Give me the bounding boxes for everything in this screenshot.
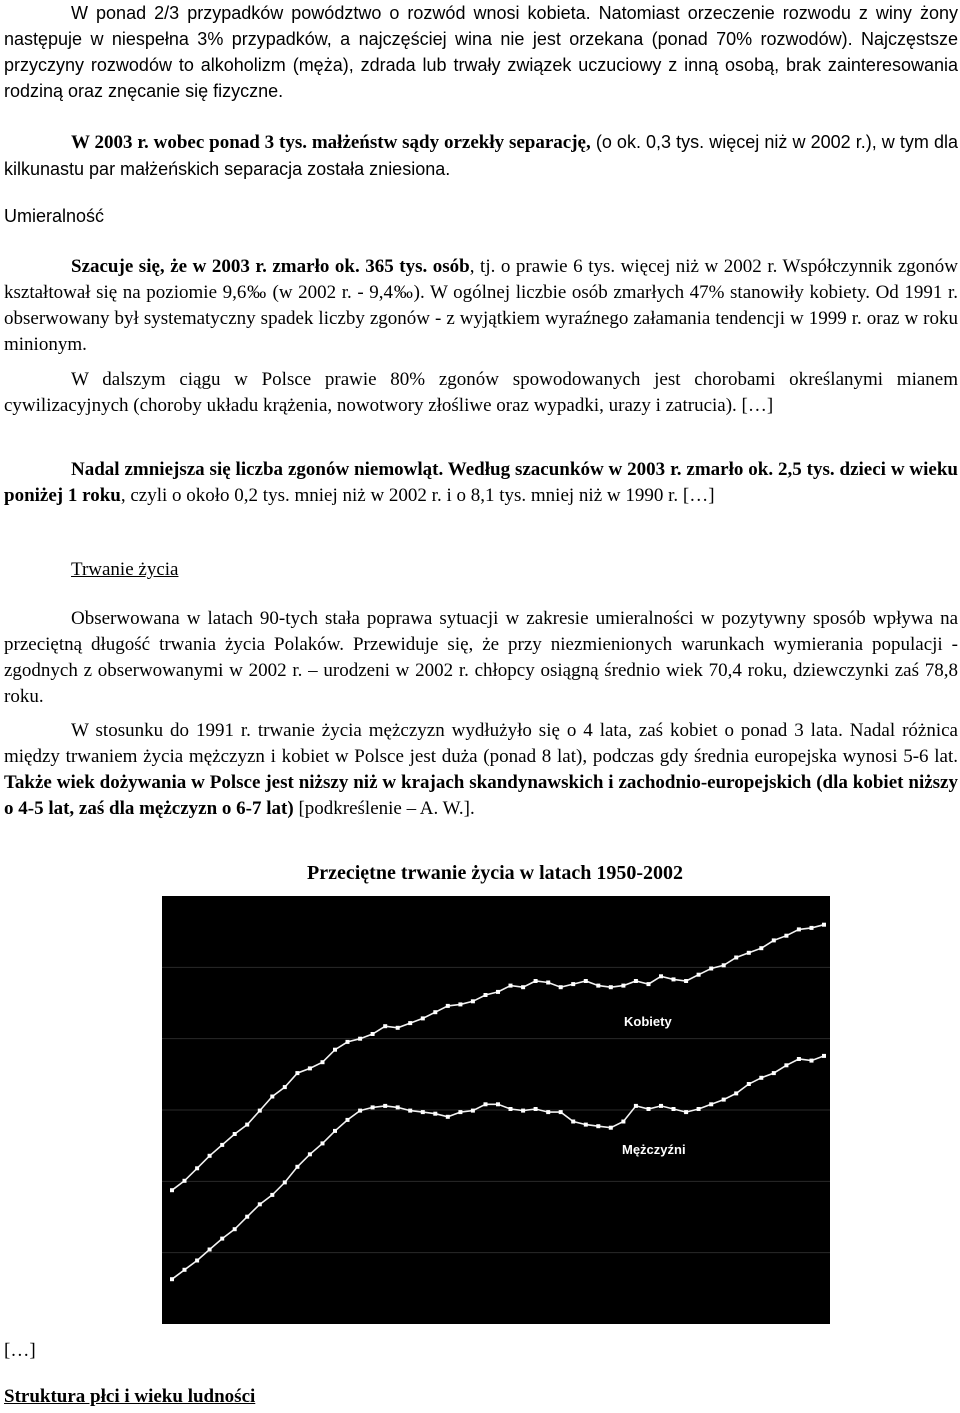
data-point: [258, 1202, 262, 1206]
data-point: [621, 1120, 625, 1124]
data-point: [446, 1115, 450, 1119]
data-point: [208, 1154, 212, 1158]
data-point: [408, 1109, 412, 1113]
data-point: [759, 1076, 763, 1080]
data-point: [672, 1107, 676, 1111]
mortality-rest: , tj. o prawie 6 tys. więcej niż w 2002 r. Współczynnik zgonów kształtował się na poziomie 9,6‰ (w 2002 r. - 9,4‰). W ogólnej liczbie osób zmarłych 47% stanowiły kobiety. Od 1991 r. obserwowany był systematyczny spadek liczby zgonów - z wyjątkiem wyraźnego załamania tendencji w 1999 r. oraz w roku minionym.: [4, 256, 958, 355]
data-point: [433, 1112, 437, 1116]
data-point: [647, 982, 651, 986]
data-point: [684, 979, 688, 983]
data-point: [772, 938, 776, 942]
data-point: [245, 1215, 249, 1219]
data-point: [421, 1016, 425, 1020]
paragraph-infant-deaths: [4, 457, 958, 509]
mortality-bold: Szacuje się, że w 2003 r. zmarło ok. 365 tys. osób: [71, 256, 470, 277]
life-gap-end: [podkreślenie – A. W.].: [293, 798, 475, 819]
data-point: [383, 1104, 387, 1108]
data-point: [609, 985, 613, 989]
data-point: [559, 1110, 563, 1114]
life-expectancy-chart: [162, 896, 830, 1324]
data-point: [458, 1002, 462, 1006]
data-point: [295, 1165, 299, 1169]
data-point: [684, 1110, 688, 1114]
data-point: [170, 1188, 174, 1192]
data-point: [609, 1126, 613, 1130]
data-point: [509, 984, 513, 988]
data-point: [471, 1109, 475, 1113]
data-point: [195, 1166, 199, 1170]
data-point: [358, 1037, 362, 1041]
data-point: [183, 1179, 187, 1183]
data-point: [822, 923, 826, 927]
paragraph-civilization-diseases: [4, 367, 958, 419]
data-point: [596, 984, 600, 988]
data-point: [546, 981, 550, 985]
data-point: [396, 1026, 400, 1030]
life-gap-bold: Także wiek dożywania w Polsce jest niższy niż w krajach skandynawskich i zachodnio-europejskich (dla kobiet niższy o 4-5 lat, zaś dla mężczyzn o 6-7 lat): [4, 772, 958, 819]
data-point: [233, 1132, 237, 1136]
infant-deaths-rest: , czyli o około 0,2 tys. mniej niż w 2002 r. i o 8,1 tys. mniej niż w 1990 r. […]: [120, 485, 715, 506]
data-point: [245, 1123, 249, 1127]
data-point: [220, 1237, 224, 1241]
data-point: [358, 1109, 362, 1113]
data-point: [521, 985, 525, 989]
chart-title: Przeciętne trwanie życia w latach 1950-2002: [307, 862, 683, 884]
paragraph-mortality: [4, 254, 958, 358]
data-point: [621, 984, 625, 988]
data-point: [584, 1123, 588, 1127]
data-point: [634, 1104, 638, 1108]
separation-rest: (o ok. 0,3 tys. więcej niż w 2002 r.), w tym dla kilkunastu par małżeńskich separacja została zniesiona.: [4, 132, 959, 179]
civilization-diseases-text: W dalszym ciągu w Polsce prawie 80% zgonów spowodowanych jest chorobami określanymi mianem cywilizacyjnych (choroby układu krążenia, nowotwory złośliwe oraz wypadki, urazy i zatrucia). […]: [4, 369, 958, 416]
data-point: [208, 1248, 212, 1252]
data-point: [446, 1004, 450, 1008]
data-point: [797, 927, 801, 931]
data-point: [321, 1141, 325, 1145]
data-point: [183, 1268, 187, 1272]
paragraph-divorce-text: W ponad 2/3 przypadków powództwo o rozwód wnosi kobieta. Natomiast orzeczenie rozwodu z winy żony następuje w niespełna 3% przypadków, a najczęściej wina nie jest orzekana (ponad 70% rozwodów). Najczęstsze przyczyny rozwodów to alkoholizm (męża), zdrada lub trwały związek uczuciowy z inną osobą, brak zainteresowania rodziną oraz znęcanie się fizyczne.: [4, 3, 958, 101]
data-point: [396, 1105, 400, 1109]
data-point: [270, 1095, 274, 1099]
data-point: [596, 1124, 600, 1128]
data-point: [810, 926, 814, 930]
data-point: [772, 1071, 776, 1075]
data-point: [559, 985, 563, 989]
paragraph-life-expectancy: [4, 606, 958, 710]
data-point: [722, 963, 726, 967]
data-point: [371, 1032, 375, 1036]
paragraph-divorce: [4, 0, 958, 104]
data-point: [521, 1109, 525, 1113]
data-point: [283, 1180, 287, 1184]
data-point: [747, 951, 751, 955]
series-label-mezczyzni: Mężczyźni: [622, 1142, 686, 1157]
data-point: [709, 1102, 713, 1106]
data-point: [270, 1193, 274, 1197]
data-point: [722, 1098, 726, 1102]
data-point: [697, 973, 701, 977]
data-point: [634, 979, 638, 983]
data-point: [697, 1107, 701, 1111]
data-point: [321, 1060, 325, 1064]
data-point: [383, 1024, 387, 1028]
data-point: [747, 1082, 751, 1086]
data-point: [496, 1102, 500, 1106]
data-point: [233, 1227, 237, 1231]
data-point: [433, 1010, 437, 1014]
heading-trwanie-zycia: Trwanie życia: [71, 559, 179, 580]
separation-bold: W 2003 r. wobec ponad 3 tys. małżeństw sądy orzekły separację,: [71, 132, 591, 153]
data-point: [484, 993, 488, 997]
ellipsis-marker: […]: [4, 1340, 36, 1361]
data-point: [509, 1107, 513, 1111]
data-point: [346, 1040, 350, 1044]
data-point: [333, 1048, 337, 1052]
data-point: [709, 967, 713, 971]
paragraph-separation: [4, 129, 958, 183]
data-point: [534, 979, 538, 983]
data-point: [784, 934, 788, 938]
series-label-kobiety: Kobiety: [624, 1014, 672, 1029]
data-point: [546, 1110, 550, 1114]
data-point: [647, 1107, 651, 1111]
data-point: [283, 1085, 287, 1089]
data-point: [822, 1054, 826, 1058]
data-point: [571, 1120, 575, 1124]
data-point: [195, 1259, 199, 1263]
data-point: [308, 1152, 312, 1156]
data-point: [734, 956, 738, 960]
data-point: [810, 1059, 814, 1063]
data-point: [458, 1110, 462, 1114]
data-point: [484, 1102, 488, 1106]
life-expectancy-text: Obserwowana w latach 90-tych stała poprawa sytuacji w zakresie umieralności w pozytywny sposób wpływa na przeciętną długość trwania życia Polaków. Przewiduje się, że przy niezmienionych warunkach wymierania populacji - zgodnych z obserwowanymi w 2002 r. – urodzeni w 2002 r. chłopcy osiągną średnio wiek 70,4 roku, dziewczynki zaś 78,8 roku.: [4, 608, 958, 707]
data-point: [258, 1109, 262, 1113]
data-point: [308, 1066, 312, 1070]
life-gap-text: W stosunku do 1991 r. trwanie życia mężczyzn wydłużyło się o 4 lata, zaś kobiet o ponad 3 lata. Nadal różnica między trwaniem życia mężczyzn i kobiet w Polsce jest duża (ponad 8 lat), podczas gdy średnia europejska wynosi 5-6 lat.: [4, 720, 958, 767]
data-point: [659, 974, 663, 978]
data-point: [371, 1105, 375, 1109]
data-point: [672, 977, 676, 981]
data-point: [471, 999, 475, 1003]
data-point: [333, 1129, 337, 1133]
data-point: [734, 1091, 738, 1095]
heading-umieralnosc: Umieralność: [4, 206, 105, 226]
data-point: [571, 982, 575, 986]
data-point: [170, 1277, 174, 1281]
paragraph-life-gap: [4, 718, 958, 822]
data-point: [220, 1143, 224, 1147]
data-point: [421, 1110, 425, 1114]
data-point: [346, 1118, 350, 1122]
data-point: [295, 1071, 299, 1075]
data-point: [584, 979, 588, 983]
data-point: [534, 1107, 538, 1111]
heading-struktura: Struktura płci i wieku ludności: [4, 1386, 256, 1407]
data-point: [659, 1104, 663, 1108]
data-point: [759, 946, 763, 950]
data-point: [408, 1021, 412, 1025]
data-point: [797, 1057, 801, 1061]
data-point: [496, 990, 500, 994]
data-point: [784, 1063, 788, 1067]
infant-deaths-bold: Nadal zmniejsza się liczba zgonów niemowląt. Według szacunków w 2003 r. zmarło ok. 2,5 tys. dzieci w wieku poniżej 1 roku: [4, 459, 958, 506]
